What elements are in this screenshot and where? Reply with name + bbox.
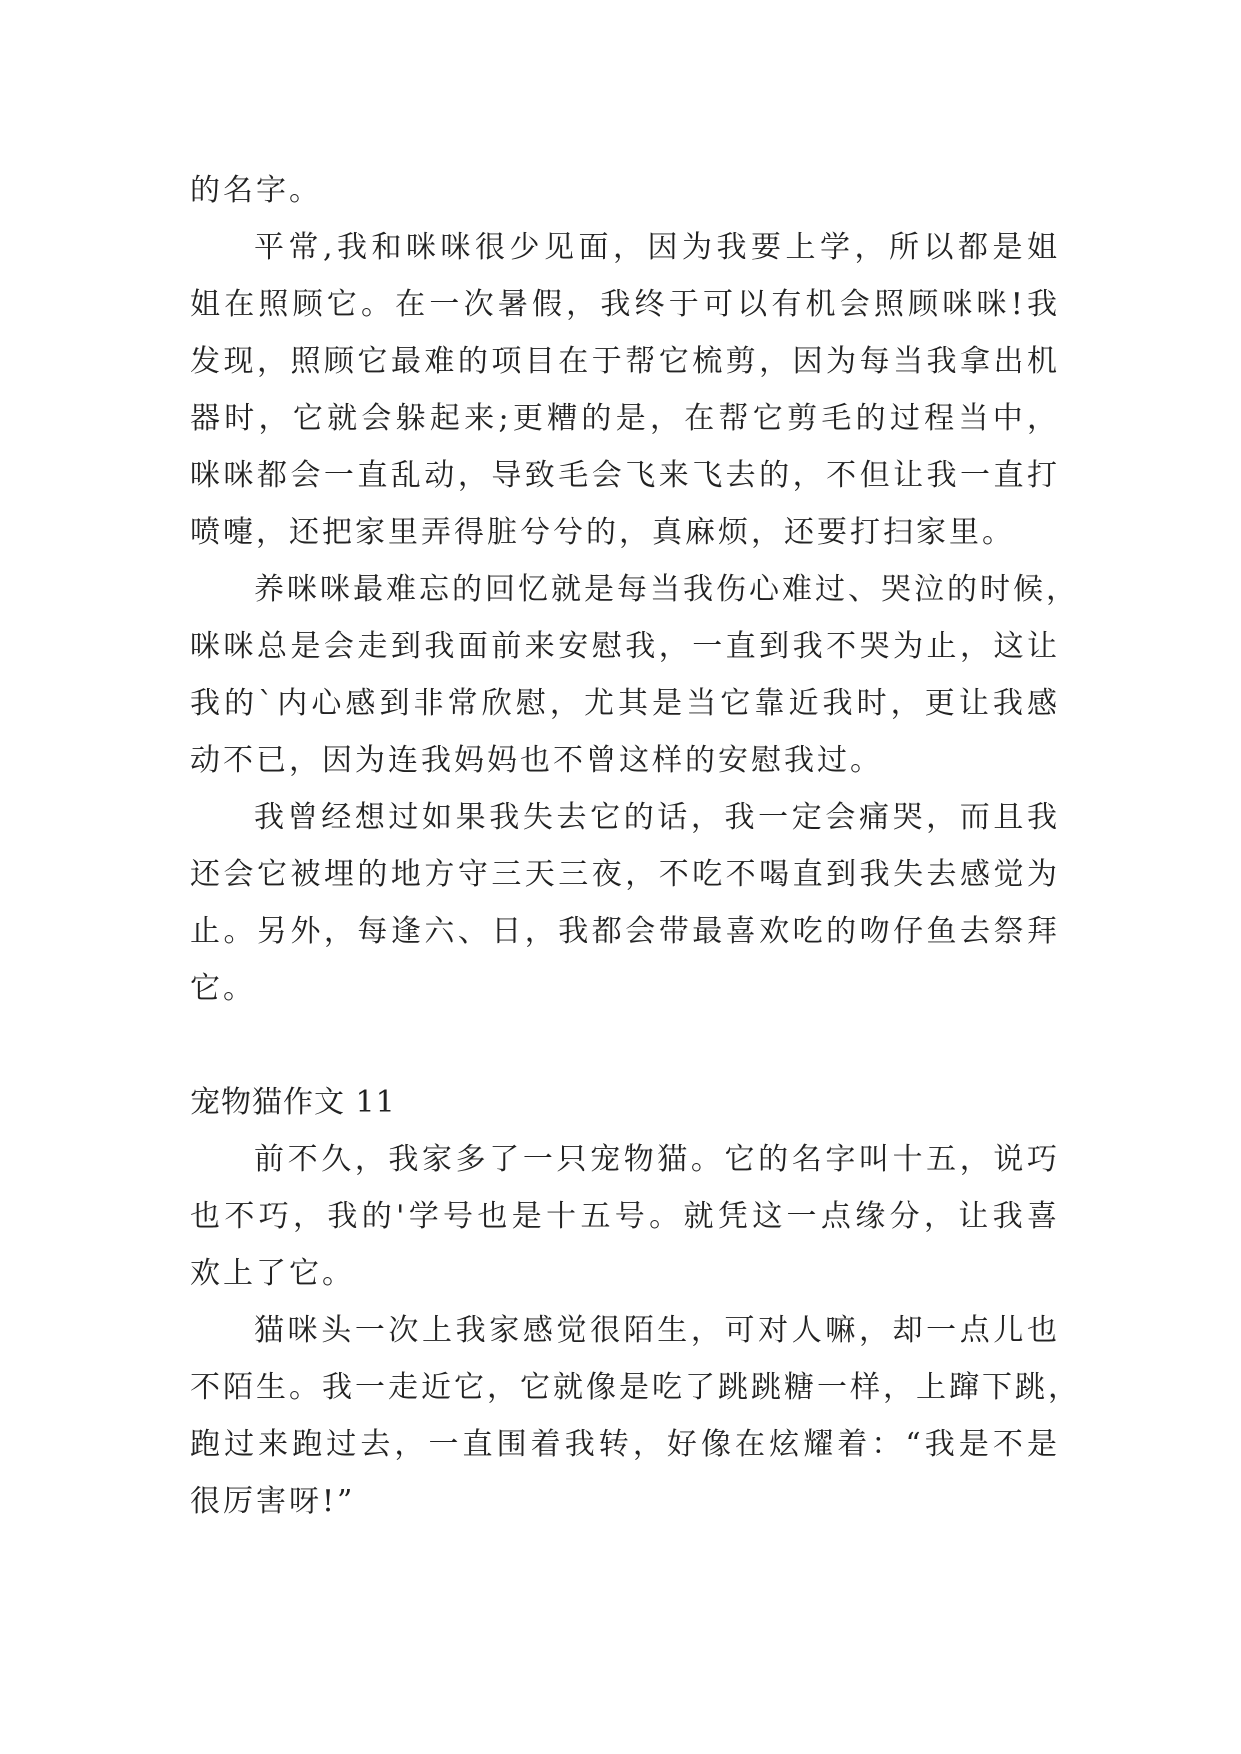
- paragraph-first-line: 猫咪头一次上我家感觉很陌生，可对人嘛，却一点儿也: [254, 1313, 1060, 1348]
- paragraph-first-line: 养咪咪最难忘的回忆就是每当我伤心难过、哭泣的时候，: [254, 572, 1079, 607]
- document-body: [190, 162, 1081, 1530]
- text-line: 发现，照顾它最难的项目在于帮它梳剪，因为每当我拿出机: [190, 344, 1060, 379]
- paragraph-first-line: 我曾经想过如果我失去它的话，我一定会痛哭，而且我: [254, 800, 1060, 835]
- text-line: 咪咪总是会走到我面前来安慰我，一直到我不哭为止，这让: [190, 629, 1060, 664]
- text-line: 欢上了它。: [190, 1256, 355, 1291]
- text-line: 姐在照顾它。在一次暑假，我终于可以有机会照顾咪咪!我: [190, 287, 1060, 322]
- text-line: 我的`内心感到非常欣慰，尤其是当它靠近我时，更让我感: [190, 686, 1060, 721]
- paragraph-first-line: 前不久，我家多了一只宠物猫。它的名字叫十五，说巧: [254, 1142, 1060, 1177]
- text-line: 器时，它就会躲起来;更糟的是，在帮它剪毛的过程当中，: [190, 401, 1060, 436]
- text-line: 的名字。: [190, 173, 322, 208]
- text-line: 它。: [190, 971, 256, 1006]
- text-line: 也不巧，我的'学号也是十五号。就凭这一点缘分，让我喜: [190, 1199, 1060, 1234]
- paragraph-first-line: 平常,我和咪咪很少见面，因为我要上学，所以都是姐: [254, 230, 1060, 265]
- section-gap: [190, 1017, 1060, 1074]
- section-heading: 宠物猫作文 11: [190, 1085, 396, 1120]
- text-line: 还会它被埋的地方守三天三夜，不吃不喝直到我失去感觉为: [190, 857, 1060, 892]
- text-line: 喷嚏，还把家里弄得脏兮兮的，真麻烦，还要打扫家里。: [190, 515, 1015, 550]
- text-line: 很厉害呀!”: [190, 1484, 356, 1519]
- text-line: 跑过来跑过去，一直围着我转，好像在炫耀着：“我是不是: [190, 1427, 1060, 1462]
- text-line: 不陌生。我一走近它，它就像是吃了跳跳糖一样，上蹿下跳，: [190, 1370, 1081, 1405]
- text-line: 止。另外，每逢六、日，我都会带最喜欢吃的吻仔鱼去祭拜: [190, 914, 1060, 949]
- text-line: 动不已，因为连我妈妈也不曾这样的安慰我过。: [190, 743, 883, 778]
- text-line: 咪咪都会一直乱动，导致毛会飞来飞去的，不但让我一直打: [190, 458, 1060, 493]
